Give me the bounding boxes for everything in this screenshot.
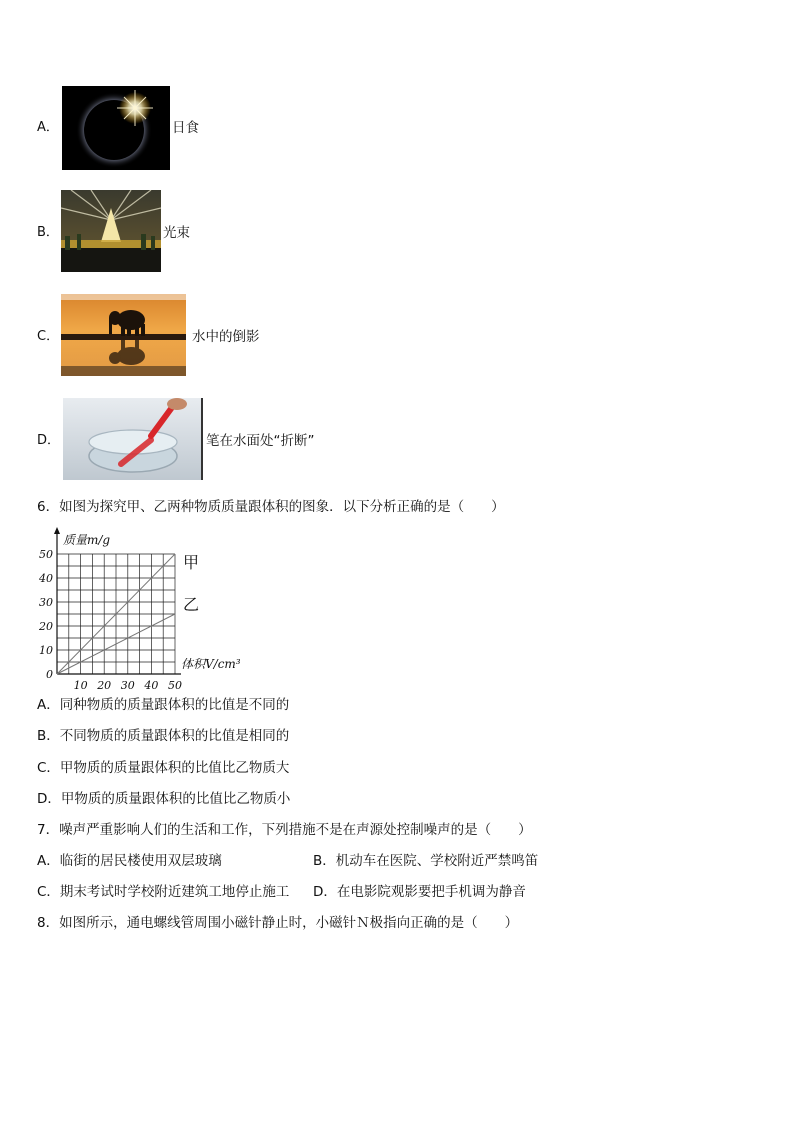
option-letter: A．: [37, 120, 59, 135]
mass-volume-chart: [37, 524, 267, 694]
option-caption: 水中的倒影: [192, 329, 260, 345]
q7-option-b: B．机动车在医院、学校附近严禁鸣笛: [313, 853, 539, 869]
pen-in-water-image: [63, 398, 203, 480]
series-label: 乙: [183, 595, 200, 614]
q7-option-d: D．在电影院观影要把手机调为静音: [313, 884, 526, 900]
option-caption: 笔在水面处“折断”: [206, 433, 315, 449]
q6-option-d: D．甲物质的质量跟体积的比值比乙物质小: [37, 791, 291, 807]
q6-option-c: C．甲物质的质量跟体积的比值比乙物质大: [37, 760, 290, 776]
y-tick-label: 40: [39, 572, 53, 585]
x-tick-label: 20: [97, 679, 112, 692]
option-caption: 日食: [172, 120, 199, 136]
x-tick-label: 40: [144, 679, 159, 692]
solar-eclipse-image: [62, 86, 170, 170]
x-tick-label: 10: [73, 679, 88, 692]
q8-stem: 8．如图所示，通电螺线管周围小磁针静止时，小磁针Ｎ极指向正确的是（ ）: [37, 915, 519, 931]
q6-stem: 6．如图为探究甲、乙两种物质质量跟体积的图象．以下分析正确的是（ ）: [37, 499, 505, 515]
x-tick-label: 50: [168, 679, 182, 692]
light-beam-tower-image: [61, 190, 161, 272]
x-tick-label: 30: [120, 679, 135, 692]
option-letter: B．: [37, 225, 59, 240]
y-tick-label: 20: [39, 620, 53, 633]
q7-stem: 7．噪声严重影响人们的生活和工作，下列措施不是在声源处控制噪声的是（ ）: [37, 822, 532, 838]
y-tick-label: 50: [39, 548, 53, 561]
series-label: 甲: [183, 553, 200, 572]
q6-option-a: A．同种物质的质量跟体积的比值是不同的: [37, 697, 290, 713]
y-axis-arrow: [54, 527, 60, 534]
q6-option-b: B．不同物质的质量跟体积的比值是相同的: [37, 728, 290, 744]
q7-option-c: C．期末考试时学校附近建筑工地停止施工: [37, 884, 290, 900]
option-letter: C．: [37, 329, 60, 344]
option-caption: 光束: [163, 225, 190, 241]
elephant-reflection-image: [61, 294, 186, 376]
q7-option-a: A．临街的居民楼使用双层玻璃: [37, 853, 222, 869]
y-tick-label: 30: [39, 596, 53, 609]
y-tick-label: 10: [39, 644, 53, 657]
x-axis-label: 体积V/cm³: [181, 657, 241, 671]
option-letter: D．: [37, 433, 61, 448]
y-axis-label: 质量m/g: [63, 533, 111, 547]
y-tick-label: 0: [46, 668, 53, 681]
